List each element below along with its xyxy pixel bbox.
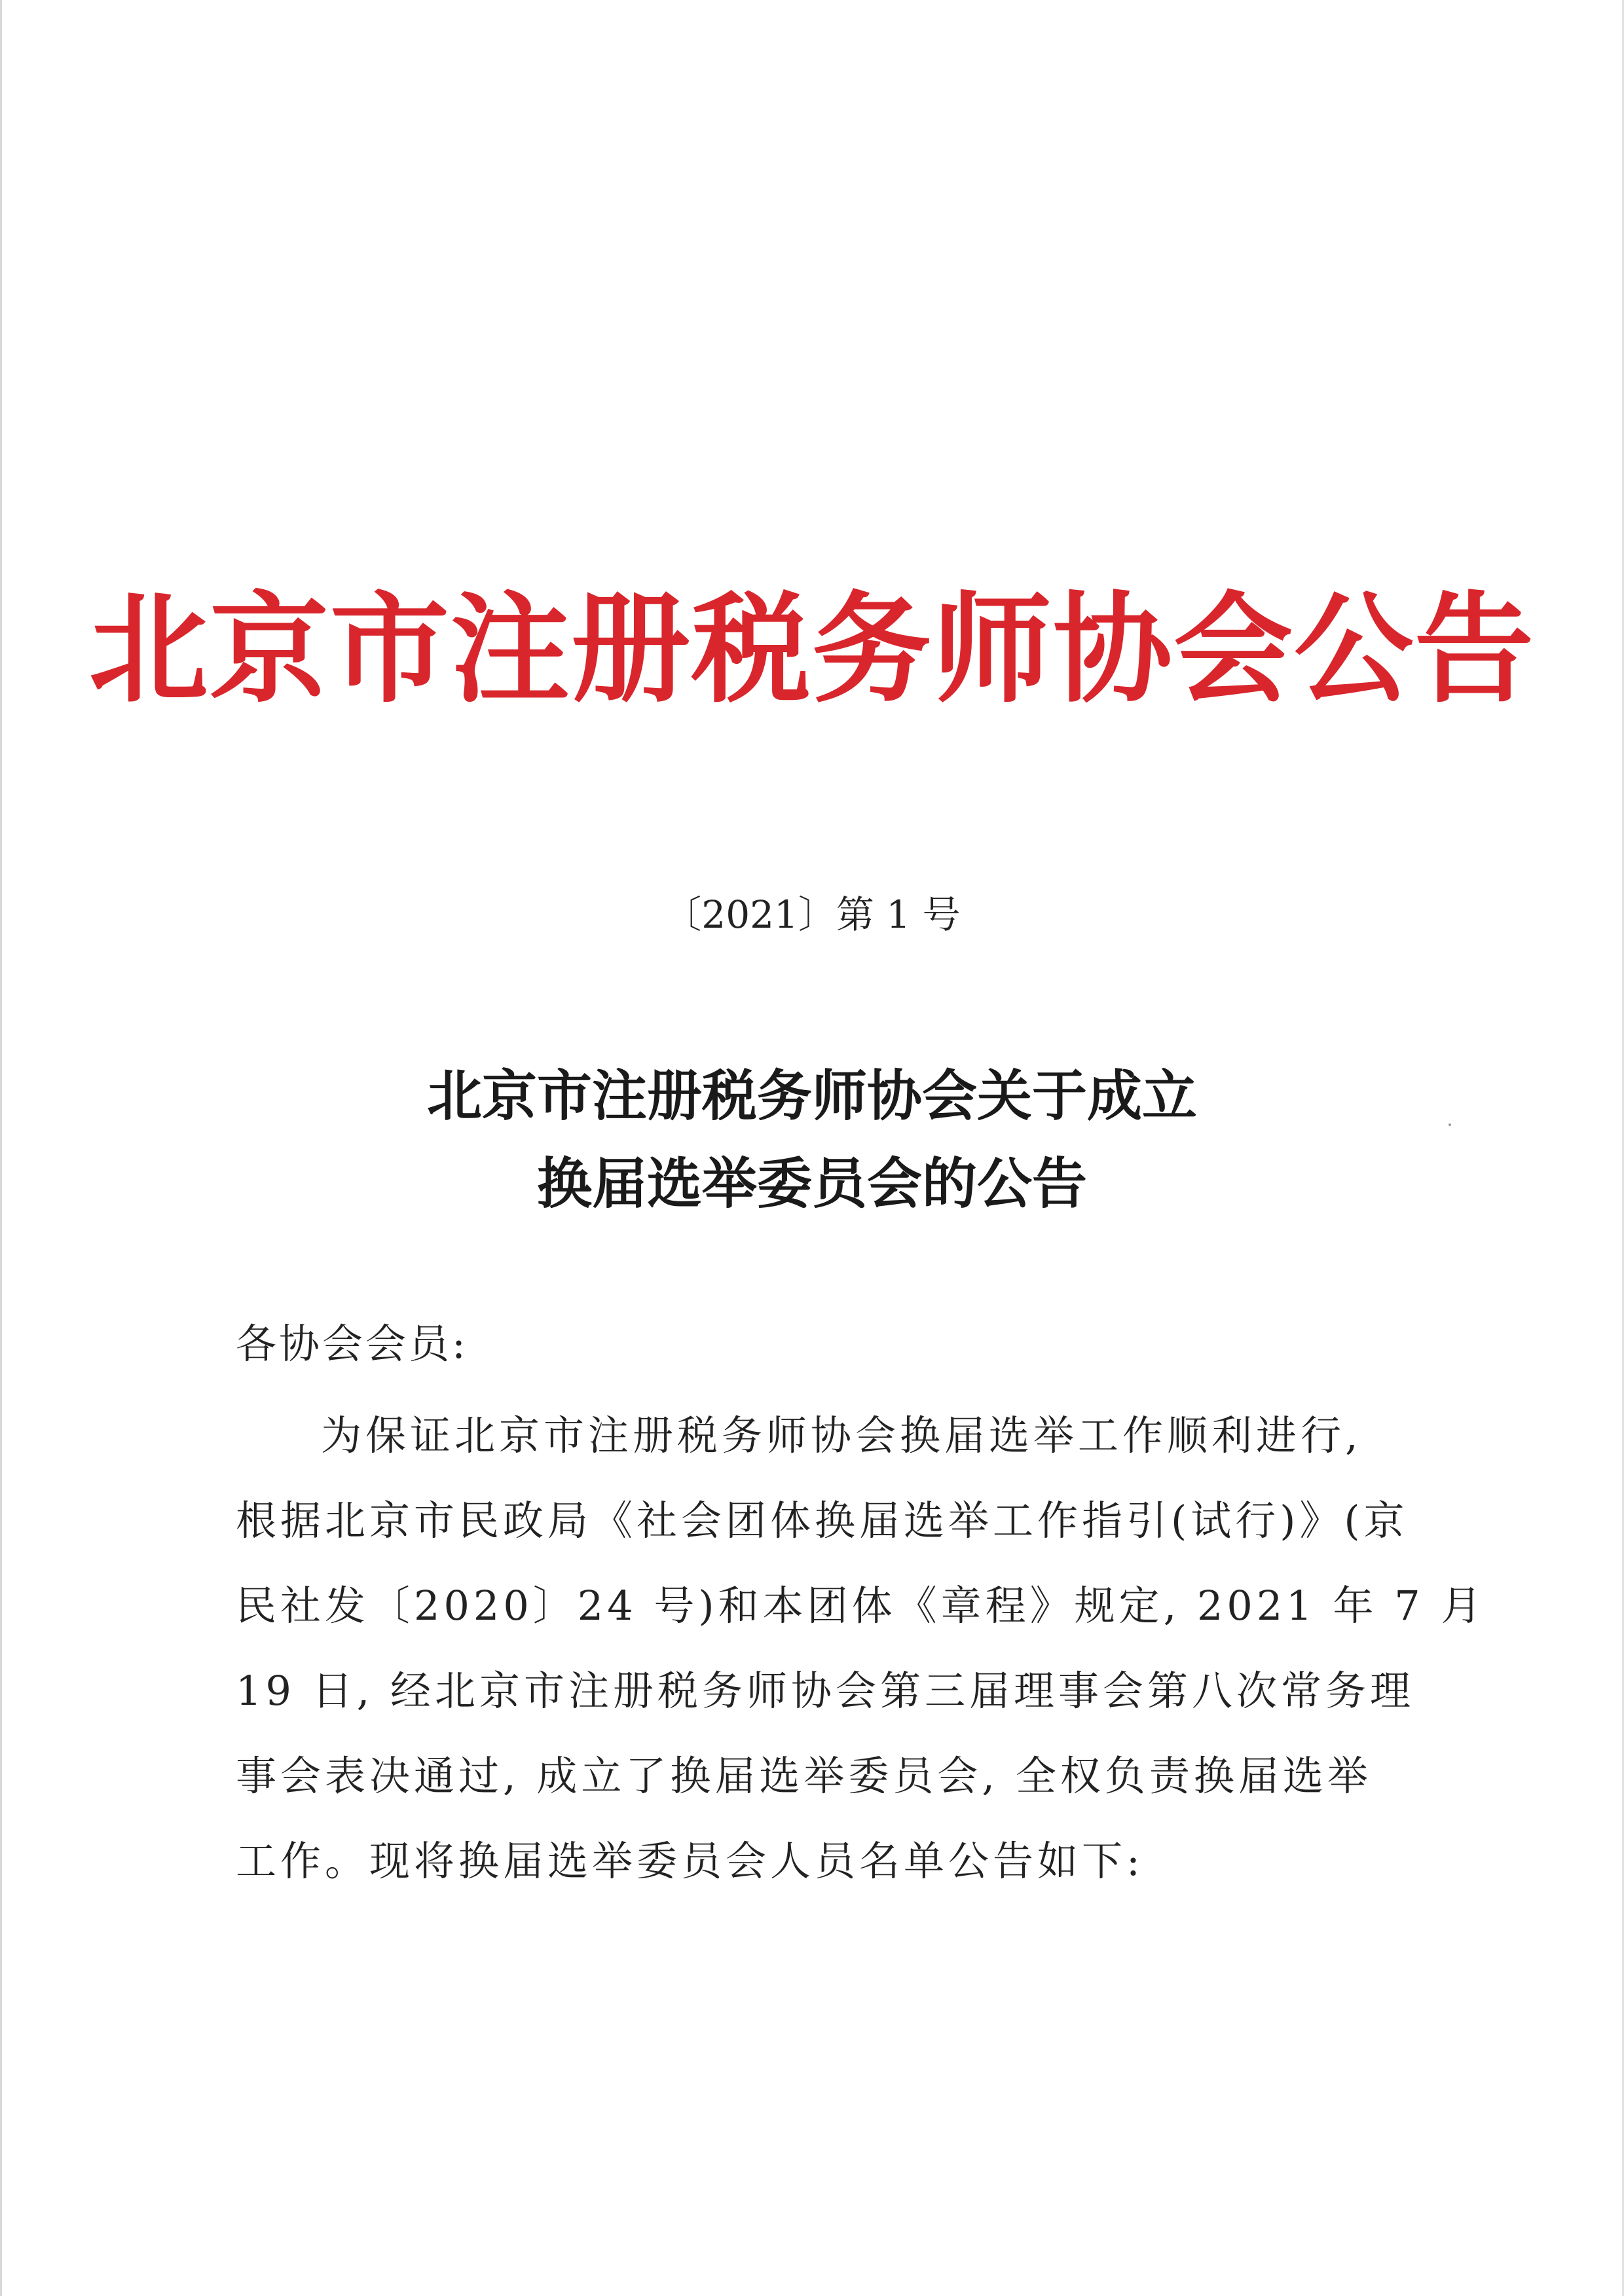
body-paragraph-line: 民社发〔2020〕24 号)和本团体《章程》规定, 2021 年 7 月 <box>236 1582 1486 1630</box>
salutation: 各协会会员: <box>236 1320 468 1368</box>
body-paragraph-line: 根据北京市民政局《社会团体换届选举工作指引(试行)》(京 <box>236 1497 1409 1544</box>
masthead-title: 北京市注册税务师协会公告 <box>89 579 1535 719</box>
body-paragraph-line: 19 日, 经北京市注册税务师协会第三届理事会第八次常务理 <box>236 1667 1415 1715</box>
scan-speck <box>1449 1123 1451 1126</box>
body-paragraph-line: 工作。现将换届选举委员会人员名单公告如下: <box>236 1837 1144 1885</box>
document-number: 〔2021〕第 1 号 <box>663 892 961 937</box>
body-paragraph-line: 为保证北京市注册税务师协会换届选举工作顺利进行, <box>321 1412 1362 1459</box>
body-paragraph-line: 事会表决通过, 成立了换届选举委员会, 全权负责换届选举 <box>236 1752 1372 1800</box>
scan-edge-left <box>0 0 2 2296</box>
document-title-line-2: 换届选举委员会的公告 <box>536 1151 1087 1216</box>
document-title-line-1: 北京市注册税务师协会关于成立 <box>426 1063 1197 1128</box>
